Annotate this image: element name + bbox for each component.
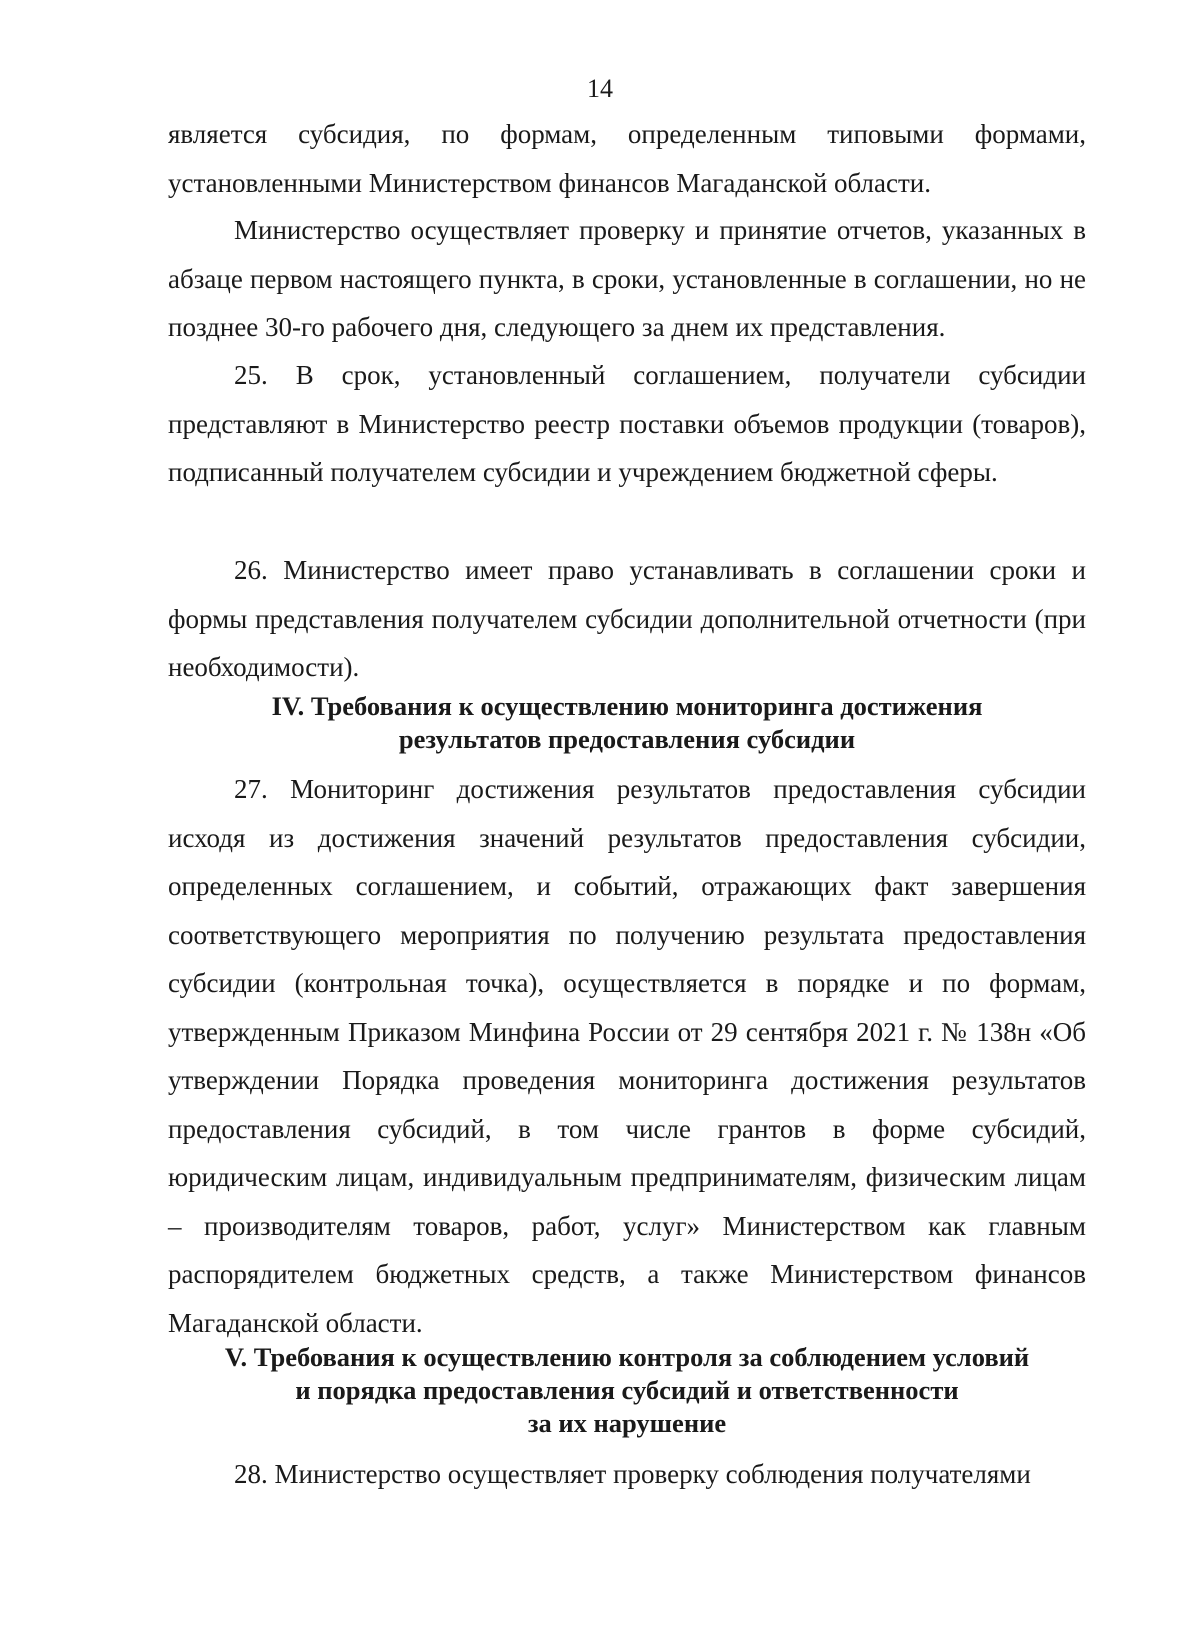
section-4-heading: [160, 690, 1094, 756]
section-5-heading-line-3: за их нарушение: [527, 1408, 727, 1438]
section-4-heading-line-1: IV. Требования к осуществлению мониторинга достижения: [271, 691, 983, 721]
paragraph-25: 25. В срок, установленный соглашением, получатели субсидии представляют в Министерство реестр поставки объемов продукции (товаров), подписанный получателем субсидии и учреждением бюджетной сферы.: [168, 360, 1086, 487]
paragraph-27: 27. Мониторинг достижения результатов предоставления субсидии исходя из достижения значений результатов предоставления субсидии, определенных соглашением, и событий, отражающих факт завершения соответствующего мероприятия по получению результата предоставления субсидии (контрольная точка), осуществляется в порядке и по формам, утвержденным Приказом Минфина России от 29 сентября 2021 г. № 138н «Об утверждении Порядка проведения мониторинга достижения результатов предоставления субсидий, в том числе грантов в форме субсидий, юридическим лицам, индивидуальным предпринимателям, физическим лицам – производителям товаров, работ, услуг» Министерством как главным распорядителем бюджетных средств, а также Министерством финансов Магаданской области.: [168, 774, 1086, 1338]
section-5-heading-line-2: и порядка предоставления субсидий и ответственности: [295, 1375, 959, 1405]
paragraph-26: 26. Министерство имеет право устанавливать в соглашении сроки и формы представления получателем субсидии дополнительной отчетности (при необходимости).: [168, 555, 1086, 682]
paragraph-28: 28. Министерство осуществляет проверку соблюдения получателями: [234, 1459, 1031, 1489]
section-5-heading-line-1: V. Требования к осуществлению контроля за соблюдением условий: [224, 1342, 1030, 1372]
paragraph-report-check: Министерство осуществляет проверку и принятие отчетов, указанных в абзаце первом настоящего пункта, в сроки, установленные в соглашении, но не позднее 30-го рабочего дня, следующего за днем их представления.: [168, 215, 1086, 342]
section-5-heading: [160, 1341, 1094, 1440]
page-number: 14: [587, 74, 613, 103]
section-4-heading-line-2: результатов предоставления субсидии: [398, 724, 856, 754]
paragraph-continuation: является субсидия, по формам, определенным типовыми формами, установленными Министерством финансов Магаданской области.: [168, 119, 1086, 198]
